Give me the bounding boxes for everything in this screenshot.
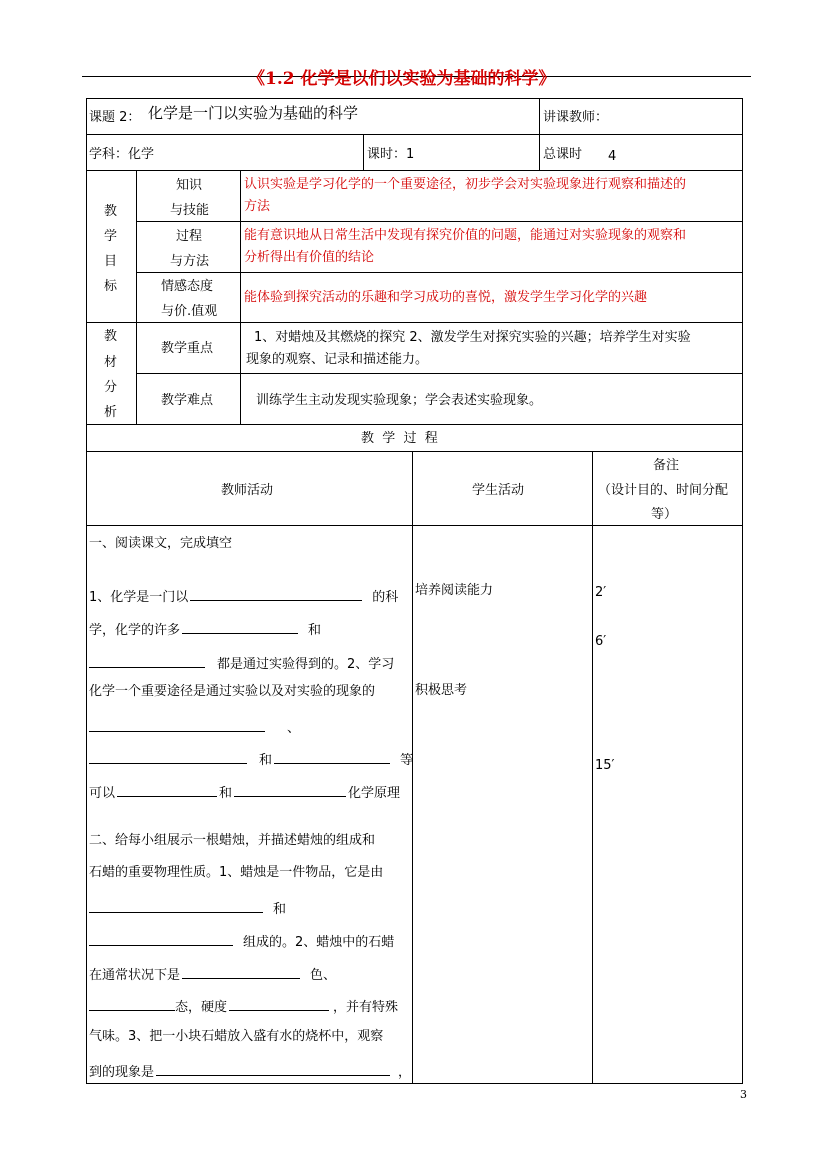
process-label-1: 过程	[176, 229, 203, 244]
notes-header-1: 备注	[653, 458, 680, 473]
teacher-line: 态，硬度 ，并有特殊	[89, 997, 398, 1014]
materials-group-char-3: 分	[104, 380, 118, 395]
teacher-line: 和	[89, 899, 286, 916]
topic-label: 课题 2：	[89, 110, 141, 125]
student-activity-cell	[412, 525, 593, 1084]
blank-line	[156, 1062, 390, 1076]
knowledge-text-1: 认识实验是学习化学的一个重要途径，初步学会对实验现象进行观察和描述的	[244, 177, 687, 192]
time-note: 2′	[595, 585, 607, 600]
notes-header-2: （设计目的、时间分配	[598, 483, 729, 498]
teacher-line: 到的现象是 ，	[89, 1062, 411, 1079]
time-note: 6′	[595, 634, 607, 649]
total-hours-value: 4	[608, 149, 617, 164]
teacher-line: 石蜡的重要物理性质。1、蜡烛是一件物品，它是由	[89, 865, 384, 880]
teacher-line: 学，化学的许多 和	[89, 620, 321, 637]
teacher-activity-header: 教师活动	[221, 483, 274, 498]
blank-line	[234, 783, 346, 797]
student-activity-header: 学生活动	[472, 483, 525, 498]
teacher-line: 一、阅读课文，完成填空	[89, 536, 233, 551]
attitude-label-2: 与价.值观	[161, 304, 218, 319]
knowledge-text-2: 方法	[244, 199, 271, 214]
blank-line	[89, 718, 265, 732]
subject-label: 学科：化学	[89, 147, 155, 162]
blank-line	[89, 654, 205, 668]
document-title: 《1.2 化学是以们以实验为基础的科学》	[248, 69, 556, 89]
hours-label: 课时：1	[367, 147, 415, 162]
blank-line	[182, 965, 300, 979]
key-point-text-1: 1、对蜡烛及其燃烧的探究 2、激发学生对探究实验的兴趣；培养学生对实验	[254, 330, 691, 345]
materials-group-char-4: 析	[104, 405, 118, 420]
process-text-1: 能有意识地从日常生活中发现有探究价值的问题，能通过对实验现象的观察和	[244, 228, 687, 243]
page-number: 3	[740, 1088, 747, 1101]
attitude-label-1: 情感态度	[161, 279, 214, 294]
teacher-line: 可以 和 化学原理	[89, 783, 400, 800]
blank-line	[182, 620, 298, 634]
blank-line	[274, 750, 390, 764]
attitude-text-1: 能体验到探究活动的乐趣和学习成功的喜悦，激发学生学习化学的兴趣	[244, 290, 648, 305]
total-hours-label: 总课时	[543, 147, 583, 162]
blank-line	[89, 750, 247, 764]
objectives-group-char-1: 教	[104, 204, 118, 219]
objectives-group-char-2: 学	[104, 229, 118, 244]
time-note: 15′	[595, 758, 615, 773]
key-point-label: 教学重点	[161, 341, 214, 356]
key-point-text-2: 现象的观察、记录和描述能力。	[246, 352, 429, 367]
blank-line	[89, 997, 175, 1011]
teacher-line: 1、化学是一门以 的科	[89, 587, 398, 604]
materials-group-char-2: 材	[104, 355, 118, 370]
materials-group-char-1: 教	[104, 329, 118, 344]
process-text-2: 分析得出有价值的结论	[244, 250, 375, 265]
teacher-line: 在通常状况下是 色、	[89, 965, 336, 982]
blank-line	[190, 587, 362, 601]
topic-value: 化学是一门以实验为基础的科学	[148, 104, 359, 122]
objectives-group-char-3: 目	[104, 254, 118, 269]
notes-cell	[592, 525, 743, 1084]
blank-line	[117, 783, 217, 797]
difficult-point-label: 教学难点	[161, 393, 214, 408]
teacher-line: 化学一个重要途径是通过实验以及对实验的现象的	[89, 684, 376, 699]
student-activity-item: 积极思考	[415, 683, 468, 698]
process-title: 教 学 过 程	[361, 431, 438, 446]
teacher-line: 都是通过实验得到的。2、学习	[89, 654, 394, 671]
process-label-2: 与方法	[170, 254, 210, 269]
objectives-group-cell	[86, 170, 137, 323]
blank-line	[89, 932, 233, 946]
knowledge-label-1: 知识	[176, 178, 203, 193]
knowledge-label-2: 与技能	[170, 203, 210, 218]
blank-line	[229, 997, 329, 1011]
teacher-line: 和 等	[89, 750, 413, 767]
teacher-line: 组成的。2、蜡烛中的石蜡	[89, 932, 394, 949]
notes-header-3: 等）	[651, 507, 678, 522]
teacher-label: 讲课教师：	[543, 110, 609, 125]
student-activity-item: 培养阅读能力	[415, 583, 494, 598]
teacher-line: 气味。3、把一小块石蜡放入盛有水的烧杯中，观察	[89, 1029, 384, 1044]
objectives-group-char-4: 标	[104, 279, 118, 294]
difficult-point-text: 训练学生主动发现实验现象；学会表述实验现象。	[256, 393, 543, 408]
blank-line	[89, 899, 263, 913]
teacher-line: 二、给每小组展示一根蜡烛，并描述蜡烛的组成和	[89, 833, 376, 848]
teacher-line: 、	[89, 718, 300, 735]
